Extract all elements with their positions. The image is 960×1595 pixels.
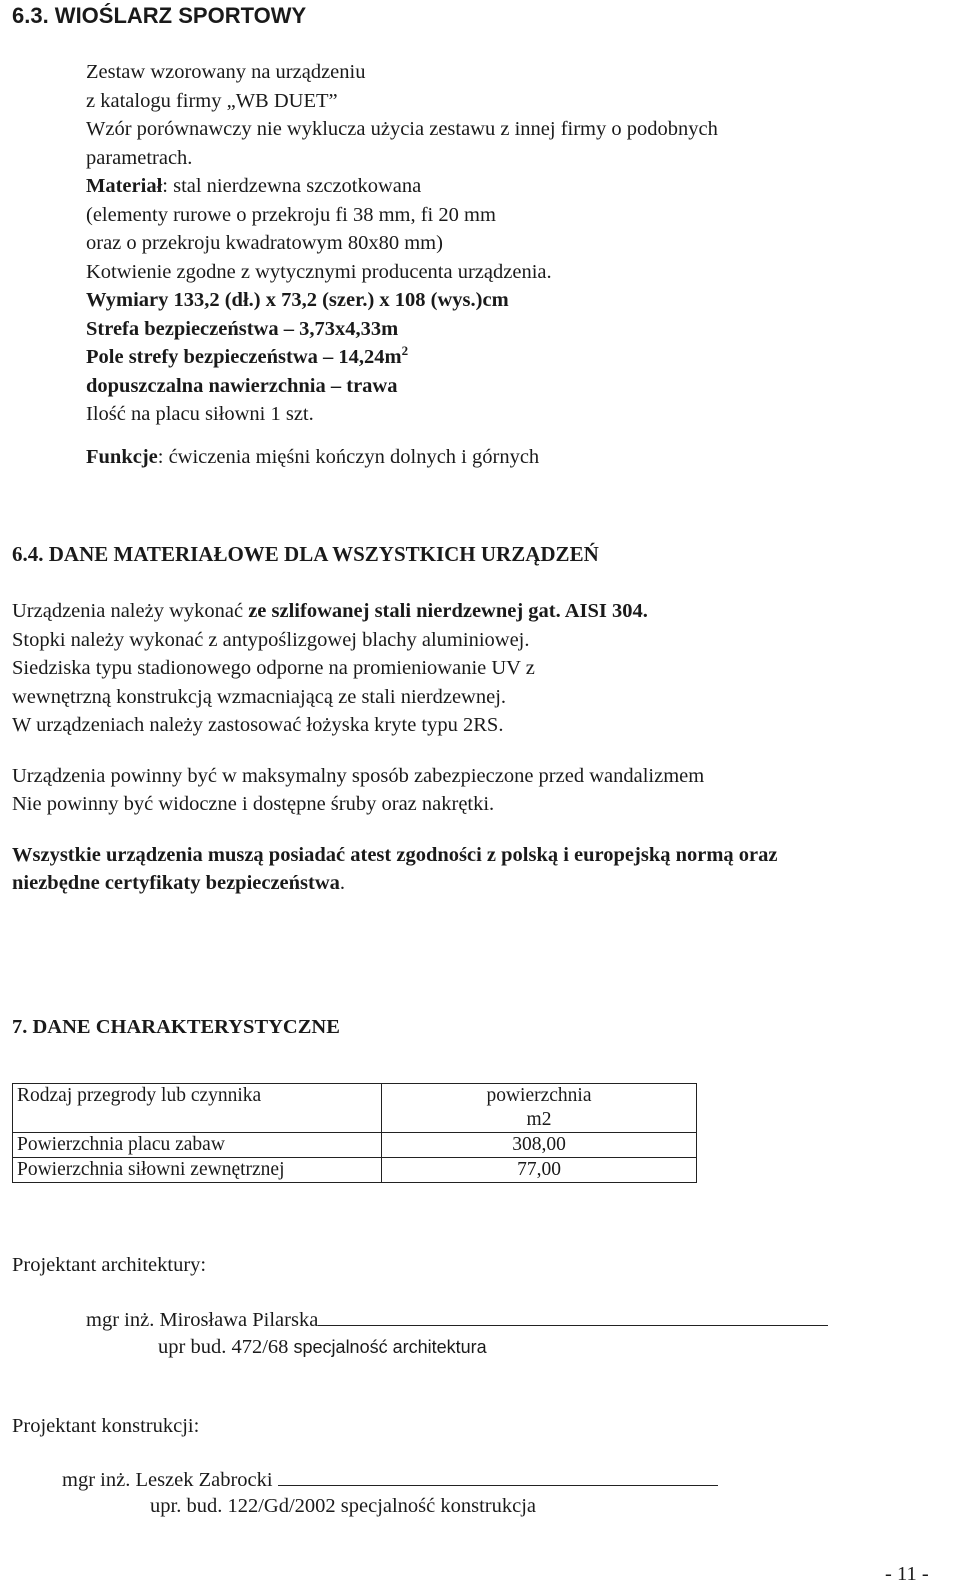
- line-comparison: Wzór porównawczy nie wyklucza użycia zestawu z innej firmy o podobnych: [86, 118, 718, 140]
- characteristics-table: [12, 1083, 697, 1183]
- line-zone-area: [86, 343, 718, 372]
- architect-license-b: specjalność architektura: [293, 1337, 487, 1357]
- para-vandalism: Urządzenia powinny być w maksymalny sposób zabezpieczone przed wandalizmem: [12, 764, 705, 787]
- constructor-license: upr. bud. 122/Gd/2002 specjalność konstrukcja: [150, 1495, 537, 1517]
- material-value: : stal nierdzewna szczotkowana: [162, 175, 422, 197]
- line-safety-zone: Strefa bezpieczeństwa – 3,73x4,33m: [86, 317, 399, 340]
- line-tubes: (elementy rurowe o przekroju fi 38 mm, fi 20 mm: [86, 203, 496, 226]
- line-anchoring: Kotwienie zgodne z wytycznymi producenta urządzenia.: [86, 260, 552, 283]
- line-set-basis: Zestaw wzorowany na urządzeniu: [86, 61, 366, 83]
- table-header-row: [13, 1084, 697, 1133]
- line-catalog: z katalogu firmy „WB DUET”: [86, 89, 338, 112]
- constructor-label: Projektant konstrukcji:: [12, 1415, 200, 1437]
- architect-license-a: upr bud. 472/68: [158, 1336, 294, 1358]
- section-6-4-heading: 6.4. DANE MATERIAŁOWE DLA WSZYSTKICH URZĄDZEŃ: [12, 542, 599, 566]
- zone-area-text: Pole strefy bezpieczeństwa – 14,24m: [86, 346, 402, 368]
- architect-license: [158, 1333, 487, 1362]
- para-bearings: W urządzeniach należy zastosować łożyska kryte typu 2RS.: [12, 714, 504, 736]
- architect-name-line: [86, 1306, 828, 1335]
- material-label: Materiał: [86, 175, 163, 197]
- row-label: Powierzchnia siłowni zewnętrznej: [13, 1158, 382, 1183]
- functions-label: Funkcje: [86, 445, 158, 468]
- para-feet: Stopki należy wykonać z antypoślizgowej blachy aluminiowej.: [12, 628, 530, 651]
- section-7-heading: 7. DANE CHARAKTERYSTYCZNE: [12, 1016, 340, 1038]
- para-screws: Nie powinny być widoczne i dostępne śruby oraz nakrętki.: [12, 793, 495, 815]
- para-seats-2: wewnętrzną konstrukcją wzmacniającą ze stali nierdzewnej.: [12, 685, 507, 708]
- header-area-l1: powierzchnia: [486, 1085, 592, 1106]
- para-certification-dot: .: [339, 872, 346, 894]
- zone-area-sup: 2: [401, 343, 409, 359]
- para-steel-plain: Urządzenia należy wykonać: [12, 600, 249, 622]
- para-certification-bold: niezbędne certyfikaty bezpieczeństwa: [12, 872, 340, 894]
- para-steel: [12, 597, 778, 626]
- para-certification-2: [12, 869, 778, 898]
- section-6-4-body: [12, 597, 778, 898]
- para-seats-1: Siedziska typu stadionowego odporne na promieniowanie UV z: [12, 657, 535, 679]
- line-parameters: parametrach.: [86, 146, 193, 169]
- table-row: [13, 1133, 697, 1158]
- row-label: Powierzchnia placu zabaw: [13, 1133, 382, 1158]
- row-value: 308,00: [382, 1133, 697, 1158]
- functions-value: : ćwiczenia mięśni kończyn dolnych i górnych: [157, 445, 540, 468]
- line-square: oraz o przekroju kwadratowym 80x80 mm): [86, 232, 443, 254]
- constructor-name: mgr inż. Leszek Zabrocki: [62, 1469, 273, 1491]
- constructor-signature-line: [278, 1484, 718, 1486]
- page-number: - 11 -: [885, 1563, 929, 1585]
- header-cell-area: [382, 1084, 697, 1133]
- header-area-l2: m2: [526, 1109, 552, 1130]
- constructor-name-line: [62, 1466, 718, 1495]
- line-quantity: Ilość na placu siłowni 1 szt.: [86, 403, 314, 425]
- line-material: [86, 172, 718, 201]
- header-cell-type: Rodzaj przegrody lub czynnika: [13, 1084, 382, 1133]
- section-6-3-heading: 6.3. WIOŚLARZ SPORTOWY: [12, 3, 307, 28]
- line-functions: [86, 443, 718, 472]
- para-certification-1: Wszystkie urządzenia muszą posiadać atest zgodności z polską i europejską normą oraz: [12, 843, 778, 866]
- architect-name: mgr inż. Mirosława Pilarska: [86, 1309, 319, 1331]
- line-dimensions: Wymiary 133,2 (dł.) x 73,2 (szer.) x 108 (wys.)cm: [86, 289, 509, 311]
- architect-label: Projektant architektury:: [12, 1254, 207, 1276]
- line-surface: dopuszczalna nawierzchnia – trawa: [86, 374, 398, 397]
- architect-signature-line: [318, 1324, 828, 1326]
- section-6-3-body: [86, 58, 718, 471]
- row-value: 77,00: [382, 1158, 697, 1183]
- table-row: [13, 1158, 697, 1183]
- para-steel-bold: ze szlifowanej stali nierdzewnej gat. AISI 304.: [248, 600, 648, 622]
